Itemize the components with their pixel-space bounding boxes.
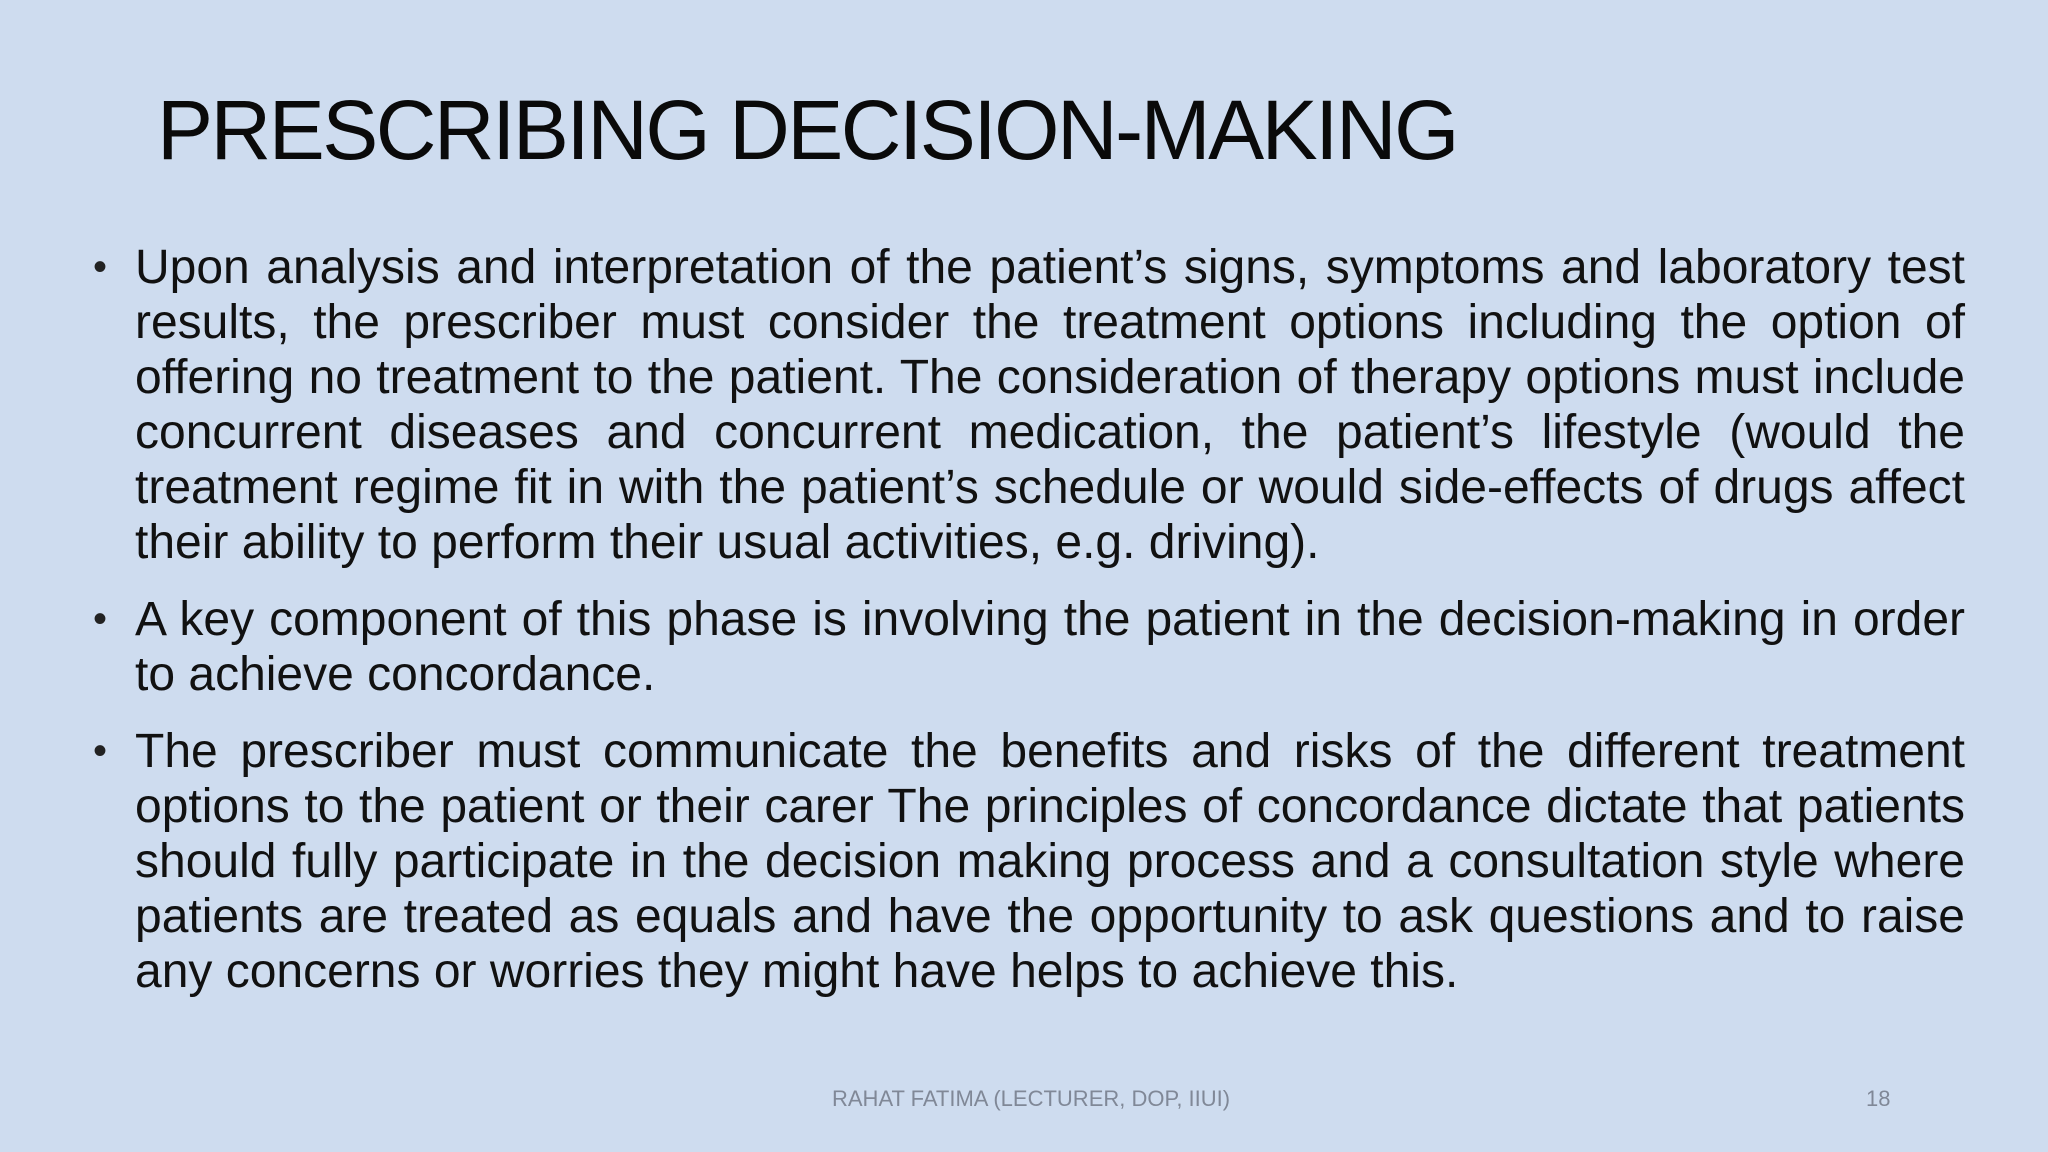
footer-text: RAHAT FATIMA (LECTURER, DOP, IIUI) (832, 1086, 1231, 1111)
bullet-point-icon: • (93, 597, 108, 641)
bullet-list (93, 240, 1965, 1021)
bullet-item (93, 592, 1965, 702)
bullet-text: Upon analysis and interpretation of the patient’s signs, symptoms and laboratory test results, the prescriber must consider the treatment options including the option of offering no treatment to the patient. The consideration of therapy options must include concurrent diseases and concurrent medication, the patient’s lifestyle (would the treatment regime fit in with the patient’s schedule or would side-effects of drugs affect their ability to perform their usual activities, e.g. driving). (135, 241, 1965, 569)
slide-title: PRESCRIBING DECISION-MAKING (157, 83, 1458, 177)
bullet-point-icon: • (93, 245, 108, 289)
bullet-item (93, 724, 1965, 999)
bullet-point-icon: • (93, 729, 108, 773)
bullet-text: The prescriber must communicate the benefits and risks of the different treatment options to the patient or their carer The principles of concordance dictate that patients should fully participate in the decision making process and a consultation style where patients are treated as equals and have the opportunity to ask questions and to raise any concerns or worries they might have helps to achieve this. (135, 725, 1965, 998)
page-number: 18 (1866, 1086, 1891, 1111)
bullet-item (93, 240, 1965, 570)
bullet-text: A key component of this phase is involving the patient in the decision-making in order to achieve concordance. (135, 593, 1965, 701)
